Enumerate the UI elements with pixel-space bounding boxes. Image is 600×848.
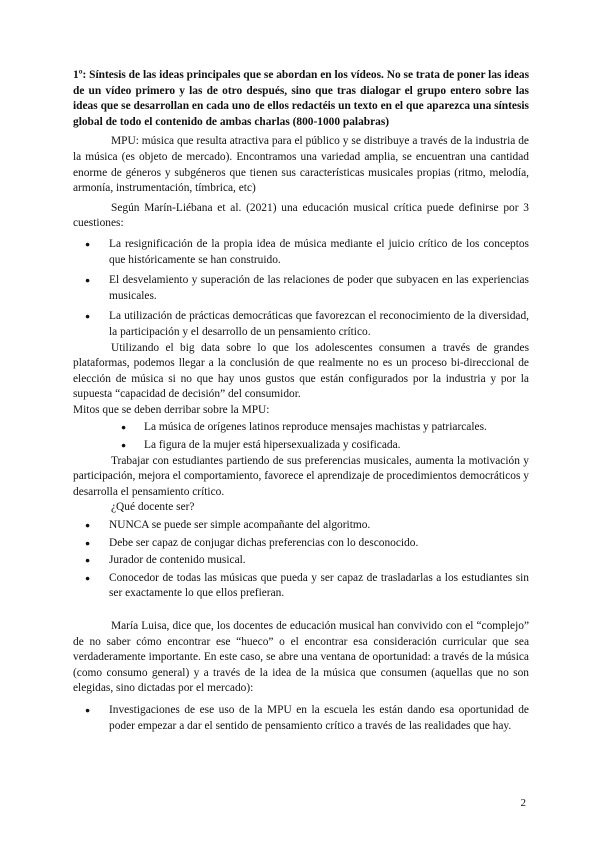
critical-education-list xyxy=(73,237,529,341)
section-heading: 1º: Síntesis de las ideas principales que se abordan en los vídeos. No se trata de poner las ideas de un vídeo primero y las de otro después, sino que tras dialogar el grupo entero sobre las ideas que se desarrollan en cada uno de ellos redactéis un texto en el que aparezca una síntesis global de todo el contenido de ambas charlas (800-1000 palabras) xyxy=(73,69,529,128)
list-item: ● La resignificación de la propia idea de música mediante el juicio crítico de los conceptos que históricamente se han construido. xyxy=(73,237,529,268)
list-item: ● La utilización de prácticas democráticas que favorezcan el reconocimiento de la diversidad, la participación y el desarrollo de un pensamiento crítico. xyxy=(73,309,529,340)
paragraph-que-docente: ¿Qué docente ser? xyxy=(111,501,195,514)
list-item: ● Jurador de contenido musical. xyxy=(73,553,529,569)
teacher-list xyxy=(73,518,529,602)
list-item: ● Conocedor de todas las músicas que pueda y ser capaz de trasladarlas a los estudiantes sin ser exactamente lo que ellos prefieran. xyxy=(73,571,529,602)
myths-list xyxy=(73,420,529,453)
list-item: ● La música de orígenes latinos reproduce mensajes machistas y patriarcales. xyxy=(73,420,529,436)
research-list xyxy=(73,703,529,734)
paragraph-marin-intro: Según Marín-Liébana et al. (2021) una educación musical crítica puede definirse por 3 cuestiones: xyxy=(73,201,529,230)
list-item: ● El desvelamiento y superación de las relaciones de poder que subyacen en las experiencias musicales. xyxy=(73,273,529,304)
list-item: ● La figura de la mujer está hipersexualizada y cosificada. xyxy=(73,438,529,454)
list-item: ● Investigaciones de ese uso de la MPU en la escuela les están dando esa oportunidad de poder empezar a dar el sentido de pensamiento crítico a través de las realidades que hay. xyxy=(73,703,529,734)
paragraph-big-data: Utilizando el big data sobre lo que los adolescentes consumen a través de grandes plataformas, podemos llegar a la conclusión de que realmente no es un proceso bi-direccional de elección de música si no que hay unos gustos que están configurados por la industria y por la supuesta “capacidad de decisión” del consumidor. xyxy=(73,341,529,401)
document-body xyxy=(73,68,529,734)
page-number: 2 xyxy=(520,797,526,809)
list-item: ● Debe ser capaz de conjugar dichas preferencias con lo desconocido. xyxy=(73,536,529,552)
list-item: ● NUNCA se puede ser simple acompañante del algoritmo. xyxy=(73,518,529,534)
paragraph-trabajar: Trabajar con estudiantes partiendo de sus preferencias musicales, aumenta la motivación y participación, mejora el comportamiento, favorece el aprendizaje de procedimientos democráticos y desarrolla el pensamiento crítico. xyxy=(73,454,529,498)
paragraph-mpu-definition: MPU: música que resulta atractiva para el público y se distribuye a través de la industria de la música (es objeto de mercado). Encontramos una variedad amplia, se encuentran una cantidad enorme de géneros y subgéneros que tienen sus características musicales propias (ritmo, melodía, armonía, instrumentación, tímbrica, etc) xyxy=(73,135,529,195)
paragraph-maria-luisa: María Luisa, dice que, los docentes de educación musical han convivido con el “complejo” de no saber cómo encontrar ese “hueco” o el encontrar esa consideración curricular que sea verdaderamente importante. En este caso, se abre una ventana de oportunidad: a través de la música (como consumo general) y a través de la idea de la música que consumen (aquellas que no son elegidas, sino dictadas por el mercado): xyxy=(73,620,529,695)
paragraph-mitos-intro: Mitos que se deben derribar sobre la MPU: xyxy=(73,403,270,416)
